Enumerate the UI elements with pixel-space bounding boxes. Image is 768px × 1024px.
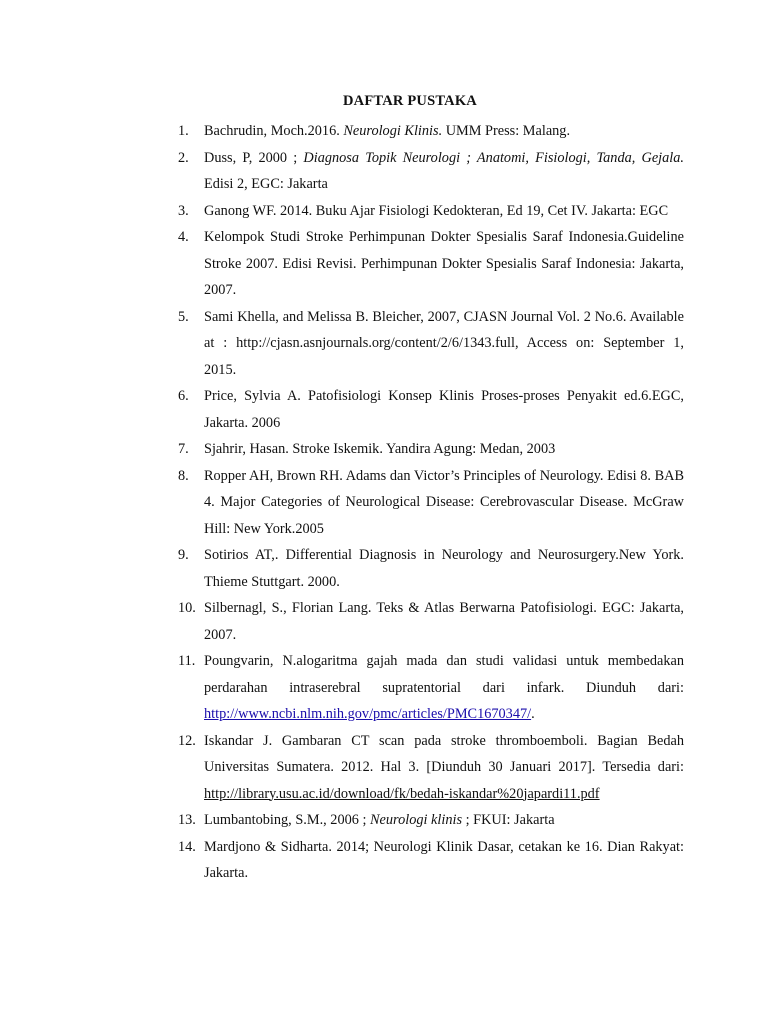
reference-text: Bachrudin, Moch.2016. <box>204 123 344 139</box>
reference-number: 5. <box>178 308 189 325</box>
reference-number: 9. <box>178 547 189 563</box>
reference-item <box>178 383 684 436</box>
reference-number: 6. <box>178 388 189 404</box>
reference-list <box>178 118 684 887</box>
reference-number: 8. <box>178 467 189 484</box>
reference-link[interactable]: http://library.usu.ac.id/download/fk/bedah-iskandar%20japardi11.pdf <box>204 785 600 802</box>
reference-number: 11. <box>178 653 196 669</box>
reference-text: Duss, P, 2000 ; <box>204 149 304 166</box>
reference-text: Ganong WF. 2014. Buku Ajar Fisiologi Kedokteran, Ed 19, Cet IV. Jakarta: EGC <box>204 202 669 219</box>
reference-text: Mardjono & Sidharta. 2014; Neurologi Klinik Dasar, cetakan ke 16. Dian Rakyat: Jakarta. <box>204 838 684 881</box>
reference-text: UMM Press: Malang. <box>442 123 571 139</box>
reference-text: Poungvarin, N.alogaritma gajah mada dan studi validasi untuk membedakan perdarahan intraserebral supratentorial dari infark. Diunduh dari: <box>204 653 684 696</box>
reference-number: 13. <box>178 812 196 828</box>
reference-number: 2. <box>178 149 189 166</box>
reference-number: 1. <box>178 123 189 139</box>
reference-text: Sotirios AT,. Differential Diagnosis in Neurology and Neurosurgery.New York. Thieme Stuttgart. 2000. <box>204 547 684 590</box>
reference-item <box>178 728 684 808</box>
reference-item <box>178 224 684 304</box>
reference-item <box>178 648 684 728</box>
reference-item <box>178 304 684 384</box>
reference-text: Lumbantobing, S.M., 2006 ; <box>204 812 371 828</box>
reference-link[interactable]: http://www.ncbi.nlm.nih.gov/pmc/articles/PMC1670347/ <box>204 706 532 722</box>
reference-item <box>178 807 684 834</box>
reference-text: Price, Sylvia A. Patofisiologi Konsep Klinis Proses-proses Penyakit ed.6.EGC, Jakarta. 2006 <box>204 388 684 431</box>
reference-text: Silbernagl, S., Florian Lang. Teks & Atlas Berwarna Patofisiologi. EGC: Jakarta, 2007. <box>204 600 684 643</box>
reference-title-italic: Diagnosa Topik Neurologi ; Anatomi, Fisiologi, Tanda, Gejala. <box>303 149 684 166</box>
reference-item <box>178 542 684 595</box>
reference-number: 3. <box>178 202 189 219</box>
reference-item <box>178 834 684 887</box>
reference-item <box>178 595 684 648</box>
reference-text: Sjahrir, Hasan. Stroke Iskemik. Yandira Agung: Medan, 2003 <box>204 441 556 457</box>
reference-item <box>178 198 684 225</box>
reference-text: Edisi 2, EGC: Jakarta <box>204 176 328 192</box>
reference-number: 14. <box>178 838 196 855</box>
reference-number: 4. <box>178 229 189 245</box>
reference-text: Iskandar J. Gambaran CT scan pada stroke thromboemboli. Bagian Bedah Universitas Sumatera. 2012. Hal 3. [Diunduh 30 Januari 2017]. Tersedia dari: <box>204 732 684 775</box>
reference-item <box>178 436 684 463</box>
reference-title-italic: Neurologi Klinis. <box>343 123 443 139</box>
reference-text: . <box>531 706 535 722</box>
reference-number: 12. <box>178 732 196 749</box>
reference-text: Ropper AH, Brown RH. Adams dan Victor’s Principles of Neurology. Edisi 8. BAB 4. Major Categories of Neurological Disease: Cerebrovascular Disease. McGraw Hill: New York.2005 <box>204 467 684 537</box>
reference-title-italic: Neurologi klinis <box>370 812 463 828</box>
page-title: DAFTAR PUSTAKA <box>343 93 477 109</box>
reference-item <box>178 145 684 198</box>
reference-text: Kelompok Studi Stroke Perhimpunan Dokter Spesialis Saraf Indonesia.Guideline Stroke 2007. Edisi Revisi. Perhimpunan Dokter Spesialis Saraf Indonesia: Jakarta, 2007. <box>204 229 684 298</box>
reference-text: ; FKUI: Jakarta <box>462 812 555 828</box>
reference-item <box>178 118 684 145</box>
reference-text: Sami Khella, and Melissa B. Bleicher, 2007, CJASN Journal Vol. 2 No.6. Available at : http://cjasn.asnjournals.org/content/2/6/1343.full, Access on: September 1, 2015. <box>204 308 684 378</box>
reference-number: 7. <box>178 441 189 457</box>
reference-number: 10. <box>178 600 196 616</box>
reference-item <box>178 463 684 543</box>
